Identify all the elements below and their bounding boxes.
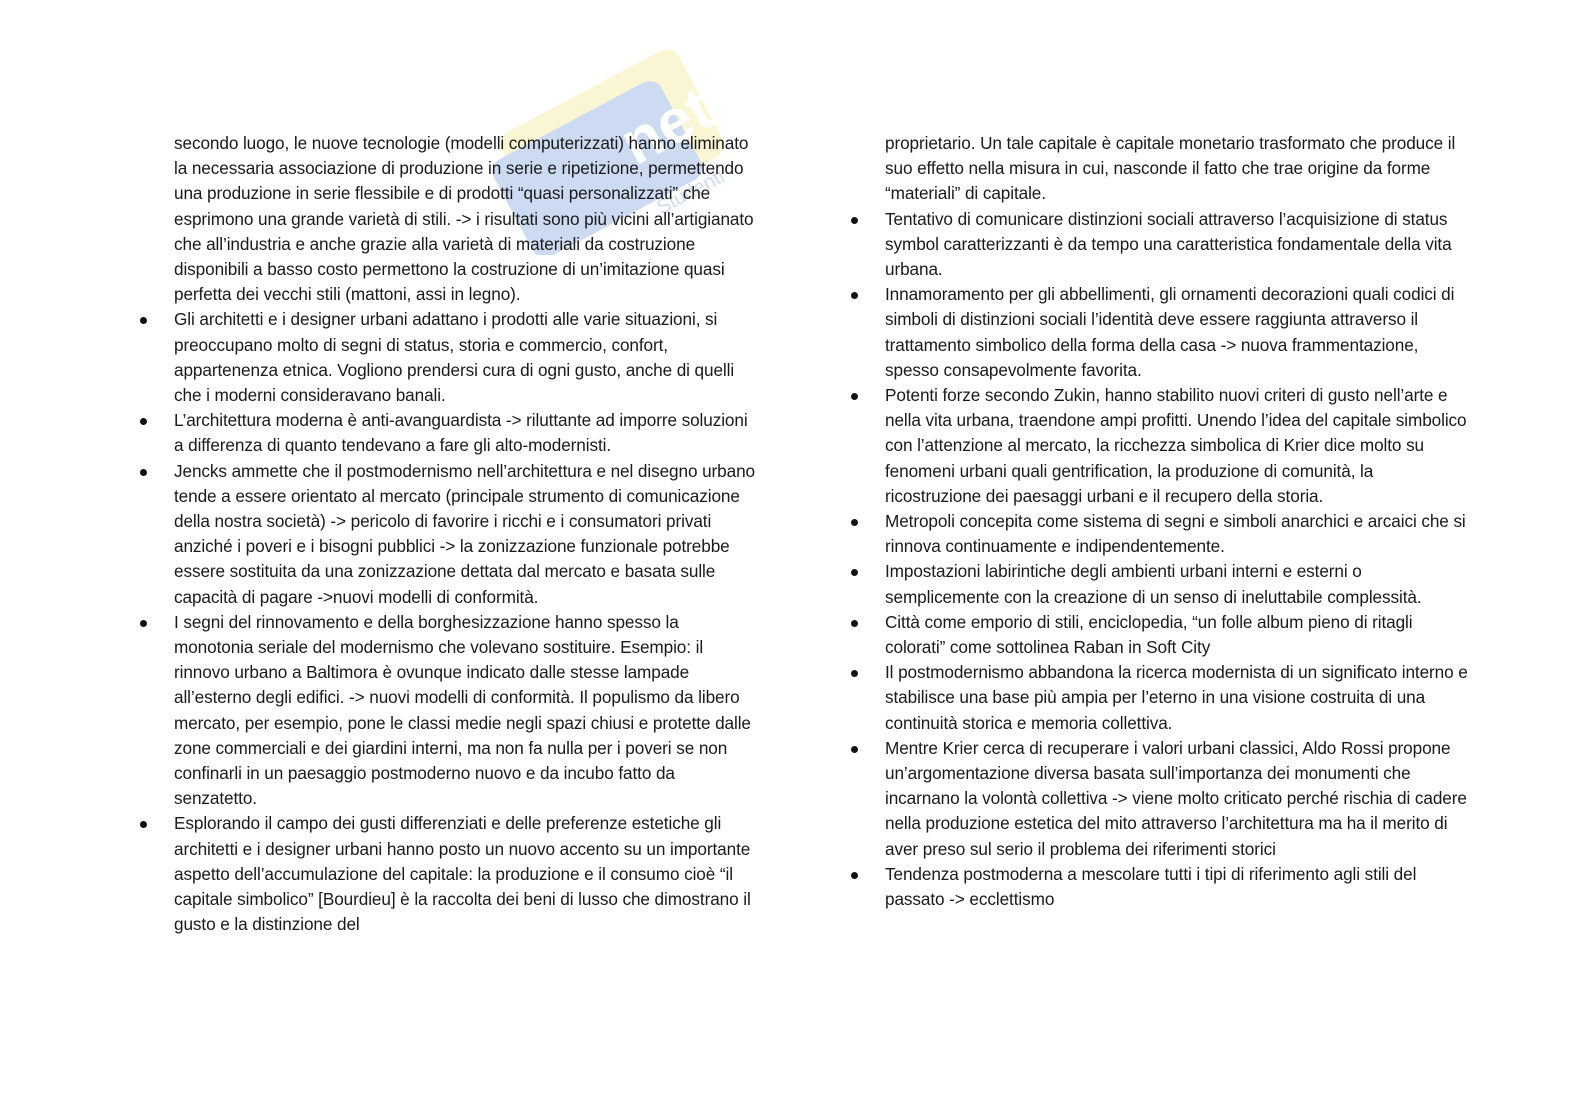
bullet-icon xyxy=(140,821,147,828)
watermark-subtext: Studenti xyxy=(653,165,729,220)
list-item xyxy=(140,610,760,812)
list-item-text: Innamoramento per gli abbellimenti, gli ornamenti decorazioni quali codici di simboli di distinzioni sociali l’identità deve essere raggiunta attraverso il trattamento simbolico della forma della casa -> nuova frammentazione, spesso consapevolmente favorita. xyxy=(885,284,1455,380)
bullet-icon xyxy=(851,569,858,576)
bullet-icon xyxy=(851,393,858,400)
bullet-icon xyxy=(140,317,147,324)
list-item-text: Potenti forze secondo Zukin, hanno stabilito nuovi criteri di gusto nell’arte e nella vita urbana, traendone ampi profitti. Unendo l’idea del capitale simbolico con l’attenzione al mercato, la ricchezza simbolica di Krier dice molto su fenomeni urbani quali gentrification, la produzione di comunità, la ricostruzione dei paesaggi urbani e il recupero della storia. xyxy=(885,385,1467,506)
right-bullet-list xyxy=(851,207,1473,913)
bullet-icon xyxy=(140,469,147,476)
list-item xyxy=(851,282,1473,383)
list-item-text: Jencks ammette che il postmodernismo nell’architettura e nel disegno urbano tende a essere orientato al mercato (principale strumento di comunicazione della nostra società) -> pericolo di favorire i ricchi e i consumatori privati anziché i poveri e i bisogni pubblici -> la zonizzazione funzionale potrebbe essere sostituita da una zonizzazione dettata dal mercato e basata sulle capacità di pagare ->nuovi modelli di conformità. xyxy=(174,460,756,607)
bullet-icon xyxy=(851,670,858,677)
bullet-icon xyxy=(851,872,858,879)
right-intro-paragraph: proprietario. Un tale capitale è capitale monetario trasformato che produce il suo effetto nella misura in cui, nasconde il fatto che trae origine da forme “materiali” di capitale. xyxy=(885,133,1456,204)
left-bullet-list xyxy=(140,307,760,937)
left-intro-paragraph: secondo luogo, le nuove tecnologie (modelli computerizzati) hanno eliminato la necessaria associazione di produzione in serie e ripetizione, permettendo una produzione in serie flessibile e di prodotti “quasi personalizzati” che esprimono una grande varietà di stili. -> i risultati sono più vicini all’artigianato che all’industria e anche grazie alla varietà di materiali da costruzione disponibili a basso costo permettono la costruzione di un’imitazione quasi perfetta dei vecchi stili (mattoni, assi in legno). xyxy=(174,133,754,305)
bullet-icon xyxy=(851,292,858,299)
bullet-icon xyxy=(851,620,858,627)
list-item xyxy=(851,509,1473,559)
bullet-icon xyxy=(851,217,858,224)
list-item xyxy=(851,862,1473,912)
list-item-text: Città come emporio di stili, enciclopedia, “un folle album pieno di ritagli colorati” come sottolinea Raban in Soft City xyxy=(885,611,1413,658)
list-item xyxy=(140,459,760,610)
list-item-text: Il postmodernismo abbandona la ricerca modernista di un significato interno e stabilisce una base più ampia per l’eterno in una visione costruita di una continuità storica e memoria collettiva. xyxy=(885,662,1468,733)
list-item xyxy=(851,207,1473,283)
bullet-icon xyxy=(140,418,147,425)
list-item-text: I segni del rinnovamento e della borghesizzazione hanno spesso la monotonia seriale del modernismo che volevano sostituire. Esempio: il rinnovo urbano a Baltimora è ovunque indicato dalle stesse lampade all’esterno degli edifici. -> nuovi modelli di conformità. Il populismo da libero mercato, per esempio, pone le classi medie negli spazi chiusi e protette dalle zone commerciali e dei giardini interni, ma non fa nulla per i poveri se non confinarli in un paesaggio postmoderno nuovo e da incubo fatto da senzatetto. xyxy=(174,611,751,809)
list-item-text: Gli architetti e i designer urbani adattano i prodotti alle varie situazioni, si preoccupano molto di segni di status, storia e commercio, confort, appartenenza etnica. Vogliono prendersi cura di ogni gusto, anche di quelli che i moderni consideravano banali. xyxy=(174,309,735,406)
left-column xyxy=(140,131,760,938)
list-item-text: Tentativo di comunicare distinzioni sociali attraverso l’acquisizione di status symbol caratterizzanti è da tempo una caratteristica fondamentale della vita urbana. xyxy=(885,208,1452,280)
list-item-text: L’architettura moderna è anti-avanguardista -> riluttante ad imporre soluzioni a differenza di quanto tendevano a fare gli alto-modernisti. xyxy=(174,410,748,456)
list-item xyxy=(851,559,1473,609)
list-item xyxy=(140,307,760,408)
list-item xyxy=(851,383,1473,509)
watermark-text: net xyxy=(609,73,724,179)
list-item xyxy=(851,736,1473,862)
list-item xyxy=(851,610,1473,660)
list-item xyxy=(140,408,760,458)
bullet-icon xyxy=(851,519,858,526)
right-column xyxy=(851,131,1473,912)
bullet-icon xyxy=(851,746,858,753)
list-item-text: Impostazioni labirintiche degli ambienti urbani interni e esterni o semplicemente con la creazione di un senso di ineluttabile complessità. xyxy=(885,561,1422,607)
list-item-text: Esplorando il campo dei gusti differenziati e delle preferenze estetiche gli architetti e i designer urbani hanno posto un nuovo accento su un importante aspetto dell’accumulazione del capitale: la produzione e il consumo cioè “il capitale simbolico” [Bourdieu] è la raccolta dei beni di lusso che dimostrano il gusto e la distinzione del xyxy=(174,813,751,935)
list-item-text: Tendenza postmoderna a mescolare tutti i tipi di riferimento agli stili del passato -> ecclettismo xyxy=(885,863,1417,910)
list-item xyxy=(851,660,1473,736)
list-item-text: Mentre Krier cerca di recuperare i valori urbani classici, Aldo Rossi propone un’argomentazione diversa basata sull’importanza dei monumenti che incarnano la volontà collettiva -> viene molto criticato perché rischia di cadere nella produzione estetica del mito attraverso l’architettura ma ha il merito di aver preso sul serio il problema dei riferimenti storici xyxy=(885,737,1467,859)
list-item xyxy=(140,811,760,937)
list-item-text: Metropoli concepita come sistema di segni e simboli anarchici e arcaici che si rinnova continuamente e indipendentemente. xyxy=(885,511,1466,557)
bullet-icon xyxy=(140,620,147,627)
